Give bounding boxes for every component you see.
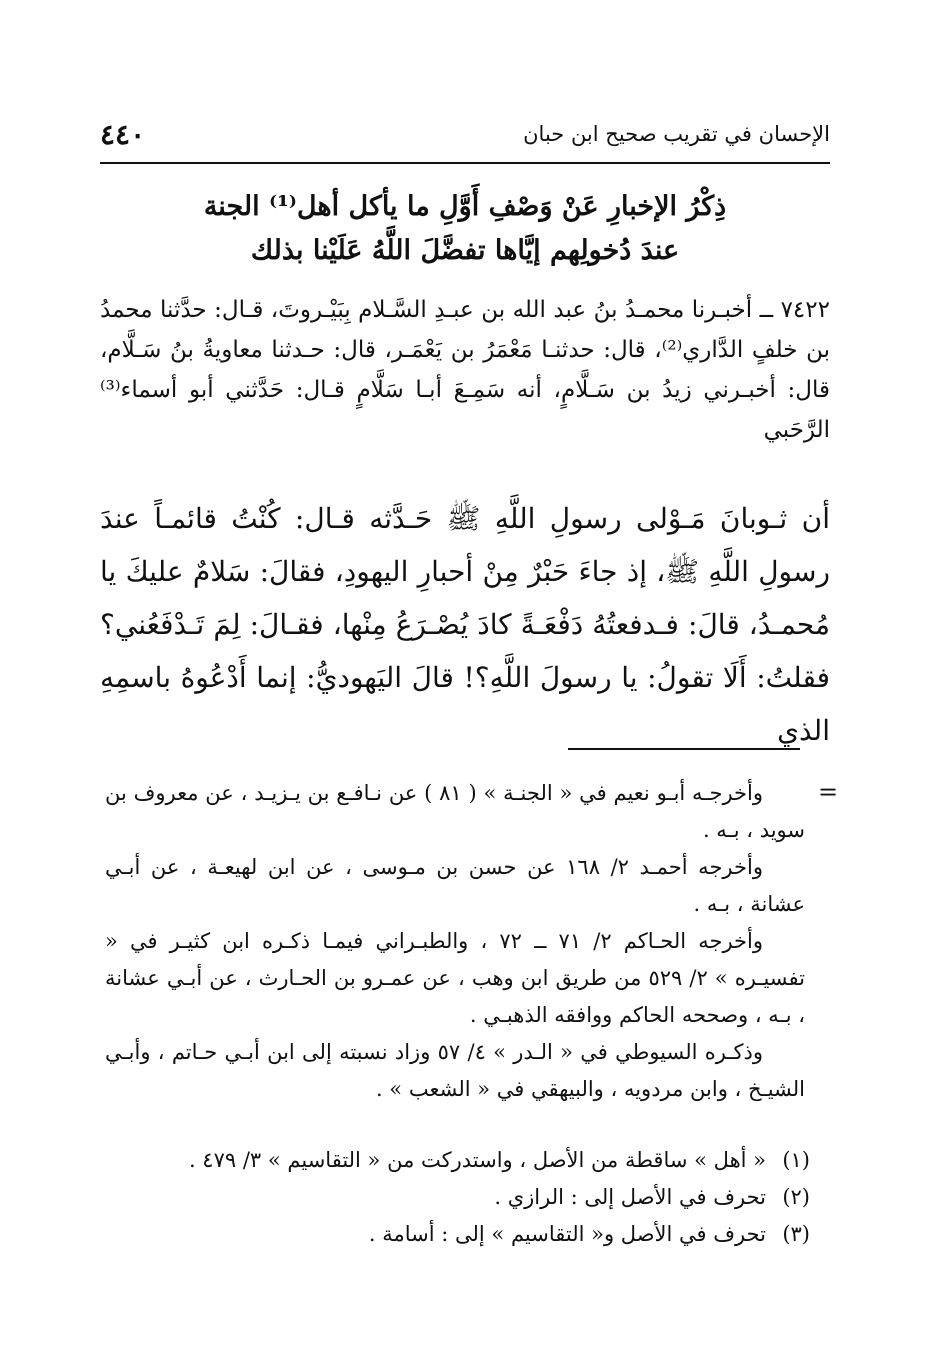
chapter-heading bbox=[100, 185, 830, 273]
running-title: الإحسان في تقريب صحيح ابن حبان bbox=[523, 122, 830, 146]
takhrij-notes bbox=[105, 775, 805, 1108]
header-divider bbox=[100, 162, 830, 164]
heading-line-1: ذِكْرُ الإخبارِ عَنْ وَصْفِ أَوَّلِ ما يأكل أهل⁽¹⁾ الجنة bbox=[203, 191, 727, 222]
footnote-number: (١) bbox=[782, 1148, 810, 1172]
footnote-item bbox=[180, 1142, 810, 1179]
heading-line-2: عندَ دُخولِهم إيَّاها تفضَّلَ اللَّهُ عَلَيْنا بذلك bbox=[250, 235, 680, 266]
hadith-isnad: ٧٤٢٢ ــ أخبـرنا محمـدُ بنُ عبد الله بن عبـدِ السَّـلام بِبَيْـروتَ، قـال: حدَّثنا محمدُ بن خلفٍ الدَّاري⁽²⁾، قال: حدثنـا مَعْمَرُ بن يَعْمَـر، قال: حـدثنا معاويةُ بنُ سَـلَّام، قال: أخبـرني زيدُ بن سَـلَّامٍ، أنه سَمِـعَ أبـا سَلَّامٍ قـال: حَدَّثني أبو أسماء⁽³⁾ الرَّحَبي bbox=[100, 297, 830, 443]
hadith-text: أن ثـوبانَ مَـوْلى رسولِ اللَّهِ ﷺ حَـدَّثه قـال: كُنْتُ قائمـاً عندَ رسولِ اللَّهِ ﷺ، إذ جاءَ حَبْرٌ مِنْ أحبارِ اليهودِ، فقالَ: سَلامٌ عليكَ يا مُحمـدُ، قالَ: فـدفعتُهُ دَفْعَـةً كادَ يُصْـرَعُ مِنْها، فقـالَ: لِمَ تَـدْفَعُني؟ فقلتُ: أَلَا تقولُ: يا رسولَ اللَّهِ؟! قالَ اليَهوديُّ: إنما أَدْعُوهُ باسمِهِ الذي bbox=[100, 502, 830, 747]
footnote-number: (٣) bbox=[782, 1222, 810, 1246]
footnote-text: تحرف في الأصل إلى : الرازي . bbox=[494, 1185, 766, 1209]
note-item: وأخرجه أحمـد ٢/ ١٦٨ عن حسن بن مـوسى ، عن ابن لهيعـة ، عن أبـي عشانة ، بـه . bbox=[105, 855, 805, 916]
note-item: وأخرجه الحـاكم ٢/ ٧١ ــ ٧٢ ، والطبـراني فيمـا ذكـره ابن كثيـر في « تفسيـره » ٢/ ٥٢٩ من طريق ابن وهب ، عن عمـرو بن الحـارث ، عن أبـي عشانة ، بـه ، وصححه الحاكم ووافقه الذهبـي . bbox=[105, 929, 805, 1027]
footnote-text: « أهل » ساقطة من الأصل ، واستدركت من « التقاسيم » ٣/ ٤٧٩ . bbox=[188, 1148, 766, 1172]
footnote-text: تحرف في الأصل و« التقاسيم » إلى : أسامة . bbox=[368, 1222, 766, 1246]
continuation-mark: = bbox=[818, 778, 839, 806]
footnote-divider bbox=[568, 748, 800, 750]
footnote-item bbox=[180, 1179, 810, 1216]
page-header bbox=[100, 118, 830, 154]
footnotes bbox=[180, 1142, 810, 1253]
footnote-item bbox=[180, 1216, 810, 1253]
note-item: وأخرجـه أبـو نعيم في « الجنـة » ( ٨١ ) عن نـافـع بن يـزيـد ، عن معروف بن سويد ، بـه . bbox=[105, 781, 805, 842]
page-number: ٤٤٠ bbox=[100, 118, 146, 151]
footnote-number: (٢) bbox=[782, 1185, 810, 1209]
note-item: وذكـره السيوطي في « الـدر » ٤/ ٥٧ وزاد نسبته إلى ابن أبـي حـاتم ، وأبـي الشيـخ ، وابن مردويه ، والبيهقي في « الشعب » . bbox=[105, 1040, 805, 1101]
